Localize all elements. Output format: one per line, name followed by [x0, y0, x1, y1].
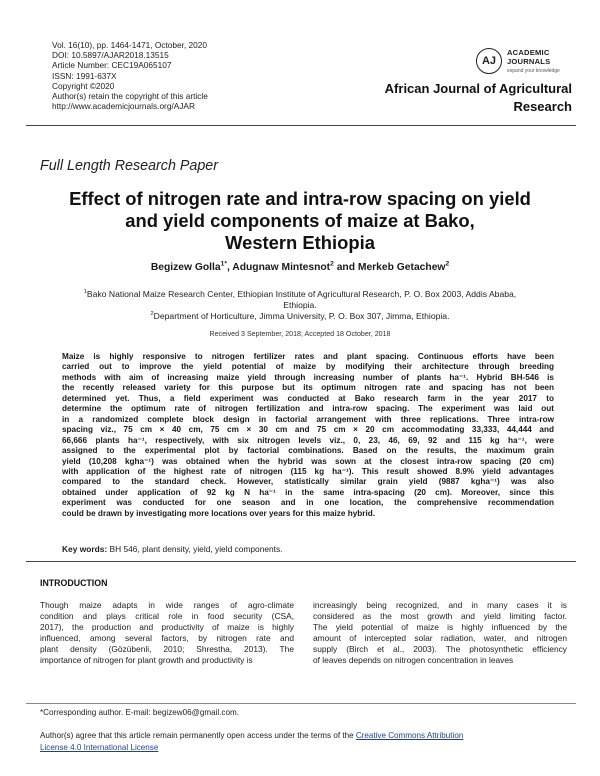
author-sup: 2 — [445, 260, 450, 268]
doi-line: DOI: 10.5897/AJAR2018.13515 — [52, 50, 169, 61]
author-separator: and — [333, 262, 358, 273]
abstract-line: the recently released variety for this purpose but its optimum nitrogen rate and spacing has not been — [62, 383, 554, 393]
body-line: The yield potential of maize is highly influenced by the — [313, 622, 567, 632]
volume-line: Vol. 16(10), pp. 1464-1471, October, 2020 — [52, 40, 207, 50]
article-metadata — [52, 40, 208, 111]
affiliation-sup: 1 — [83, 289, 87, 296]
affiliation-1-cont: Ethiopia. — [283, 300, 317, 310]
abstract-line: assigned to the experimental plot by factorial combinations. Based on the results, the maximum grain — [62, 446, 554, 456]
section-heading: INTRODUCTION — [40, 578, 108, 588]
paper-category: Full Length Research Paper — [40, 158, 219, 174]
author-separator: , — [226, 262, 233, 273]
abstract-line: determined yet. Thus, a field experiment was conducted at Bako research farm in the year 2017 to — [62, 393, 554, 403]
body-line: of leaves depends on nitrogen concentration in leaves — [313, 655, 514, 665]
footnote-divider — [26, 703, 576, 704]
logo-wordmark — [507, 49, 550, 66]
journal-url-line[interactable]: http://www.academicjournals.org/AJAR — [52, 101, 195, 112]
intro-column-right — [313, 600, 567, 666]
author-name: Begizew Golla — [150, 262, 221, 273]
body-line: Though maize adapts in wide ranges of agro-climate — [40, 600, 294, 610]
logo-line-1: ACADEMIC — [507, 48, 550, 57]
abstract-line: in a randomized complete block design in factorial arrangement with three replications. Three intra-row — [62, 414, 554, 424]
abstract-line: Maize is highly responsive to nitrogen fertilizer rates and plant spacing. Continuous efforts have been — [62, 352, 554, 361]
abstract-line: experiment was conducted for one season and in one location, the comprehensive recommendation — [62, 498, 554, 508]
affiliation-1 — [40, 289, 560, 300]
body-line: influenced, among several factors, by nitrogen rate and — [40, 633, 294, 643]
abstract-line: methods with aim of increasing maize yield through increasing number of plants ha⁻¹. Hybrid BH-546 is — [62, 372, 554, 382]
abstract-line: spacing viz., 75 cm × 40 cm, 75 cm × 30 cm and 75 cm × 20 cm accommodating 33,333, 44,444 and — [62, 425, 554, 435]
header-divider — [26, 125, 576, 126]
license-link[interactable]: License 4.0 International License — [40, 742, 159, 752]
affiliation-text: Bako National Maize Research Center, Ethiopian Institute of Agricultural Research, P. O. Box 2003, Addis Ababa, — [86, 289, 517, 299]
affiliations — [40, 289, 560, 322]
logo-tagline: expand your knowledge — [507, 68, 560, 74]
body-line: condition and plays critical role in food security (CSA, — [40, 611, 294, 621]
abstract-line: yield (10,208 kgha⁻¹) was obtained when the hybrid was sown at the closest intra-row spacing (20 cm) — [62, 456, 554, 466]
logo-line-2: JOURNALS — [507, 56, 551, 66]
author-name: Adugnaw Mintesnot — [232, 262, 331, 273]
copyright-note-line: Author(s) retain the copyright of this article — [52, 91, 208, 102]
intro-column-left — [40, 600, 294, 666]
abstract — [62, 352, 554, 519]
body-line: increasingly being recognized, and in many cases it is — [313, 600, 567, 610]
abstract-line: obtained under application of 92 kg N ha⁻¹ in the same intra-spacing (20 cm). Moreover, since this — [62, 487, 554, 497]
body-line: supply (Birch et al., 2003). The photosynthetic efficiency — [313, 644, 567, 654]
affiliation-sup: 2 — [150, 311, 154, 318]
logo-mark-icon: AJ — [476, 48, 502, 74]
journal-name — [385, 80, 572, 116]
abstract-line: determine the optimum rate of nitrogen fertilization and intra-row spacing. The experiment was laid out — [62, 404, 554, 414]
article-number-line: Article Number: CEC19A065107 — [52, 60, 172, 71]
body-line: plant density (Gözübenli, 2010; Shrestha, 2013). The — [40, 644, 294, 654]
publisher-logo — [476, 48, 580, 78]
license-link[interactable]: Creative Commons Attribution — [355, 731, 464, 740]
author-sup: 2 — [330, 260, 334, 268]
paper-title — [40, 188, 560, 254]
abstract-line: could be drawn by investigating more locations over years for this maize hybrid. — [62, 508, 376, 518]
journal-name-line-1: African Journal of Agricultural — [384, 81, 572, 96]
abstract-line: with application of the highest rate of nitrogen (115 kg ha⁻¹). This result showed 8.9% yield advantages — [62, 466, 554, 476]
affiliation-2 — [40, 311, 560, 322]
body-line: considered as the most growth and yield limiting factor. — [313, 611, 567, 621]
license-text: Author(s) agree that this article remain permanently open access under the terms of the — [40, 731, 356, 740]
abstract-line: compared to the standard check. However, statistically similar grain yield (9887 kgha⁻¹) was also — [62, 477, 554, 487]
keywords — [62, 544, 283, 554]
title-line: Western Ethiopia — [225, 232, 375, 253]
license-statement — [40, 730, 562, 753]
abstract-line: carried out to improve the yield potential of maize by modifying their architecture through breeding — [62, 362, 554, 372]
issn-line: ISSN: 1991-637X — [52, 70, 117, 81]
title-line: and yield components of maize at Bako, — [125, 210, 475, 231]
corresponding-author: *Corresponding author. E-mail: begizew06@gmail.com. — [40, 708, 239, 717]
body-line: 2017), the production and productivity of maize is highly — [40, 622, 294, 632]
body-line: importance of nitrogen for plant growth and productivity is — [40, 655, 253, 665]
author-name: Merkeb Getachew — [357, 262, 446, 273]
journal-name-line-2: Research — [513, 99, 572, 114]
author-sup: 1* — [220, 260, 227, 268]
copyright-line: Copyright ©2020 — [52, 80, 115, 91]
author-list — [40, 262, 560, 273]
keywords-text: BH 546, plant density, yield, yield components. — [107, 544, 283, 554]
abstract-divider — [26, 561, 576, 562]
abstract-line: 66,666 plants ha⁻¹, respectively, with six nitrogen levels viz., 0, 23, 46, 69, 92 and 115 kg ha⁻¹, were — [62, 435, 554, 445]
received-dates: Received 3 September, 2018; Accepted 18 October, 2018 — [209, 330, 391, 338]
keywords-label: Key words: — [62, 544, 108, 554]
title-line: Effect of nitrogen rate and intra-row spacing on yield — [69, 188, 531, 209]
body-line: amount of intercepted solar radiation, water, and nitrogen — [313, 633, 567, 643]
affiliation-text: Department of Horticulture, Jimma University, P. O. Box 307, Jimma, Ethiopia. — [153, 311, 450, 321]
